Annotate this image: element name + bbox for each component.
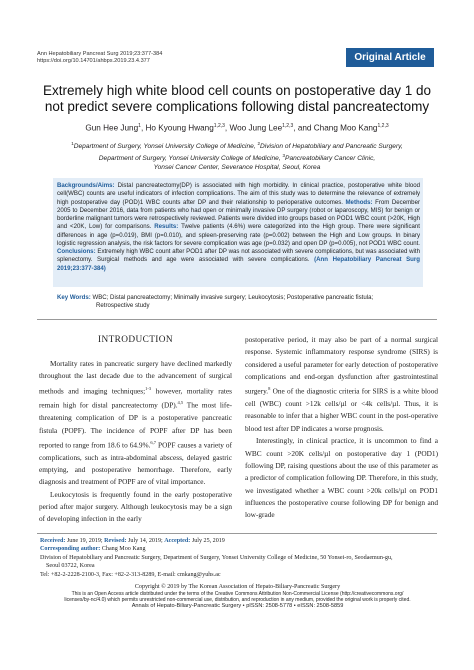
body-paragraph: Mortality rates in pancreatic surgery have declined markedly throughout the last decade due to the advancement of surgical methods and imaging techniques;$^{1-3}$ however, mortality rates remain high for distal pancreatectomy (DP).$^{4,5}$ The most life-threatening complication of DP is a postoperative pancreatic fistula (POPF). The incidence of POPF after DP has been reported to range from 18.6 to 64.9%.$^{6,7}$ POPF causes a variety of complications, such as intra-abdominal abscess, delayed gastric emptying, and postoperative hemorrhage. Therefore, early diagnosis and treatment of POPF are of vital importance. — [39, 359, 233, 487]
affiliation-line: $^1$Department of Surgery, Yonsei University College of Medicine, $^2$Division of Hepatobiliary and Pancreatic Surgery, — [71, 141, 403, 151]
author-name: Ho Kyoung Hwang — [145, 123, 214, 133]
keywords — [57, 294, 420, 311]
body-paragraph: postoperative period, it may also be part of a normal surgical response. Systemic inflammatory response syndrome (SIRS) is considered a useful parameter for early detection of postoperative complications and end-organ dysfunction after gastrointestinal surgery.$^8$ One of the diagnostic criteria for SIRS is a white blood cell (WBC) count >12k cells/µl or <4k cells/µl. Thus, it is reasonable to infer that a higher WBC count in the post-operative blood test after DP indicates a worse prognosis. — [245, 335, 438, 433]
abstract-label-backgrounds: Backgrounds/Aims: — [57, 182, 115, 189]
copyright-block — [40, 584, 435, 610]
body-paragraph: Leukocytosis is frequently found in the early postoperative period after major surgery. Although leukocytosis may be a sign of developing infection in the early — [39, 489, 232, 524]
body-paragraph: Interestingly, in clinical practice, it is uncommon to find a WBC count >20K cells/µl on postoperative day 1 (POD1) following DP, raising questions about the use of this parameter as a predictor of complication following DP. Therefore, in this study, we investigated whether a WBC count >20k cells/µl on POD1 influences the postoperative course following DP for benign and low-grade — [245, 436, 438, 520]
citation-marker: 6,7 — [150, 439, 157, 445]
title-line: not predict severe complications following distal pancreatectomy — [44, 99, 430, 114]
abstract-backgrounds-text: Distal pancreatectomy(DP) is associated with high morbidity. In clinical practice, postoperative white blood cell(WBC) counts are useful indicators of infection complications. The aim of this study was to determine the relevance of extremely high postoperative day (POD)1 WBC counts after DP and their relationship to perioperative outcomes. — [57, 182, 420, 206]
abstract-citation: (Ann Hepatobiliary Pancreat Surg 2019;23:377-384) — [57, 256, 420, 272]
title-line: Extremely high white blood cell counts on postoperative day 1 do — [43, 83, 431, 98]
footnote — [40, 537, 435, 579]
license-line: This is an Open Access article distributed under the terms of the Creative Commons Attribution Non-Commercial License (http://creativecommons.org/ — [71, 591, 404, 598]
author-name: Chang Moo Kang — [313, 123, 378, 133]
author-address: Division of Hepatobiliary and Pancreatic Surgery, Department of Surgery, Yonsei University College of Medicine, 50 Yonsei-ro, Seodaemun-gu, — [40, 554, 393, 561]
body-column-right — [245, 334, 438, 522]
article-type-badge: Original Article — [346, 48, 434, 67]
article-dates: Received: June 19, 2019; Revised: July 14, 2019; Accepted: July 25, 2019 — [40, 538, 225, 544]
abstract-label-results: Results: — [154, 223, 179, 231]
abstract-results-text: Twelve patients (4.6%) were categorized into the High group. There were significant differences in age (p=0.019), BMI (p=0.010), and spleen-preserving rate (p=0.002) between the High and Low groups. In binary logistic regression analysis, the risk factors for severe complication was age (p=0.032) and open DP (p=0.005), not POD1 WBC count. — [57, 223, 420, 247]
abstract-conclusions-text: Extremely high WBC count after POD1 after DP was not associated with severe complications, but was associated with splenectomy. Surgical methods and age were associated with severe complications. — [57, 248, 420, 264]
article-title — [36, 83, 438, 115]
author-affiliation-marker: 1,2,3 — [213, 123, 225, 129]
author-name: Gun Hee Jung — [85, 123, 139, 133]
author-list: Gun Hee Jung$^1$, Ho Kyoung Hwang$^{1,2,3}$, Woo Jung Lee$^{1,2,3}$, and Chang Moo Kang$^{1,2,3}$ — [85, 123, 389, 133]
doi-link[interactable]: https://doi.org/10.14701/ahbps.2019.23.4.377 — [37, 58, 150, 64]
abstract-label-methods: Methods: — [345, 198, 373, 206]
author-contact: Tel: +82-2-2228-2100-3, Fax: +82-2-313-8289, E-mail: cmkang@yuhs.ac — [40, 571, 221, 578]
affiliation-line: Yonsei Cancer Center, Severance Hospital, Seoul, Korea — [153, 163, 321, 171]
author-affiliation-marker: 1,2,3 — [377, 123, 389, 129]
keywords-text-continued: Retrospective study — [96, 302, 150, 310]
body-column-left — [39, 334, 232, 526]
affiliation-line: Department of Surgery, Yonsei University College of Medicine, $^3$Pancreatobiliary Cancer Clinic, — [98, 152, 376, 162]
keywords-label: Key Words: — [57, 294, 91, 301]
citation-marker: 4,5 — [177, 400, 184, 406]
affiliations — [36, 140, 438, 172]
journal-citation-line: Ann Hepatobiliary Pancreat Surg 2019;23:377-384 — [37, 51, 163, 57]
license-line: licenses/by-nc/4.0) which permits unrestricted non-commercial use, distribution, and reproduction in any medium, provided the original work is properly cited. — [64, 597, 411, 604]
keywords-text: WBC; Distal pancreatectomy; Minimally invasive surgery; Leukocytosis; Postoperative pancreatic fistula; — [90, 294, 374, 301]
abstract-methods-text: From December 2005 to December 2016, data from patients who had open or minimally invasive DP surgery (robot or laparoscopy, MIS) for benign or borderline malignant tumors were retrospectively reviewed. Patients were divided into groups based on POD1 WBC count (>20K, High and <20K, Low) for comparisons. — [57, 198, 420, 231]
abstract — [57, 182, 420, 273]
citation-marker: 1-3 — [145, 385, 152, 391]
journal-issn-line: Annals of Hepato-Biliary-Pancreatic Surgery • pISSN: 2508-5778 • eISSN: 2508-5859 — [131, 603, 344, 610]
author-affiliation-marker: 1 — [138, 123, 141, 129]
author-name: Woo Jung Lee — [229, 123, 283, 133]
section-heading-introduction: INTRODUCTION — [97, 335, 174, 345]
journal-citation — [37, 51, 297, 65]
corresponding-author: Corresponding author: Chang Moo Kang — [40, 546, 146, 553]
abstract-label-conclusions: Conclusions: — [57, 248, 96, 255]
citation-marker: 8 — [268, 386, 271, 392]
copyright-line: Copyright © 2019 by The Korean Association of Hepato-Biliary-Pancreatic Surgery — [134, 584, 341, 590]
footnote-divider — [37, 533, 437, 534]
section-divider — [37, 319, 437, 320]
author-address-continued: Seoul 03722, Korea — [46, 563, 95, 570]
author-affiliation-marker: 1,2,3 — [282, 123, 294, 129]
